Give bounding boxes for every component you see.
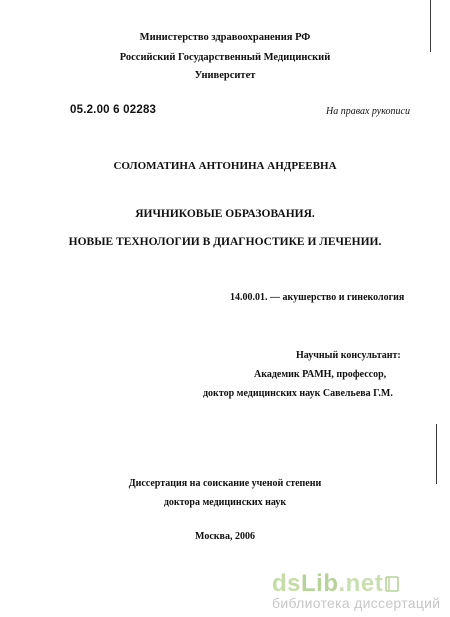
dslib-logo-net: .net xyxy=(338,570,384,597)
dslib-watermark xyxy=(272,570,440,611)
book-icon xyxy=(385,576,399,592)
scan-artifact-line-mid xyxy=(436,424,437,484)
dslib-logo-lib: Lib xyxy=(301,570,339,597)
dslib-subtitle: библиотека диссертаций xyxy=(272,595,441,611)
dslib-logo-ds: ds xyxy=(272,570,302,597)
dslib-logo xyxy=(272,570,440,598)
place-and-year: Москва, 2006 xyxy=(195,531,255,542)
consultant-heading: Научный консультант: xyxy=(296,350,401,361)
dissertation-title-line1: ЯИЧНИКОВЫЕ ОБРАЗОВАНИЯ. xyxy=(135,208,315,220)
manuscript-rights-note: На правах рукописи xyxy=(326,106,410,117)
degree-statement-line2: доктора медицинских наук xyxy=(163,497,287,508)
registration-stamp: 05.2.00 6 02283 xyxy=(70,104,157,116)
author-name: СОЛОМАТИНА АНТОНИНА АНДРЕЕВНА xyxy=(113,160,337,172)
ministry-name: Министерство здравоохранения РФ xyxy=(139,32,311,43)
specialty-code: 14.00.01. — акушерство и гинекология xyxy=(230,292,405,303)
consultant-rank: Академик РАМН, профессор, xyxy=(254,369,387,380)
university-name-line2: Университет xyxy=(194,70,256,81)
degree-statement-line1: Диссертация на соискание ученой степени xyxy=(128,478,322,489)
university-name-line1: Российский Государственный Медицинский xyxy=(119,52,331,63)
consultant-degree-name: доктор медицинских наук Савельева Г.М. xyxy=(203,388,393,399)
dissertation-title-line2: НОВЫЕ ТЕХНОЛОГИИ В ДИАГНОСТИКЕ И ЛЕЧЕНИИ. xyxy=(68,236,382,248)
